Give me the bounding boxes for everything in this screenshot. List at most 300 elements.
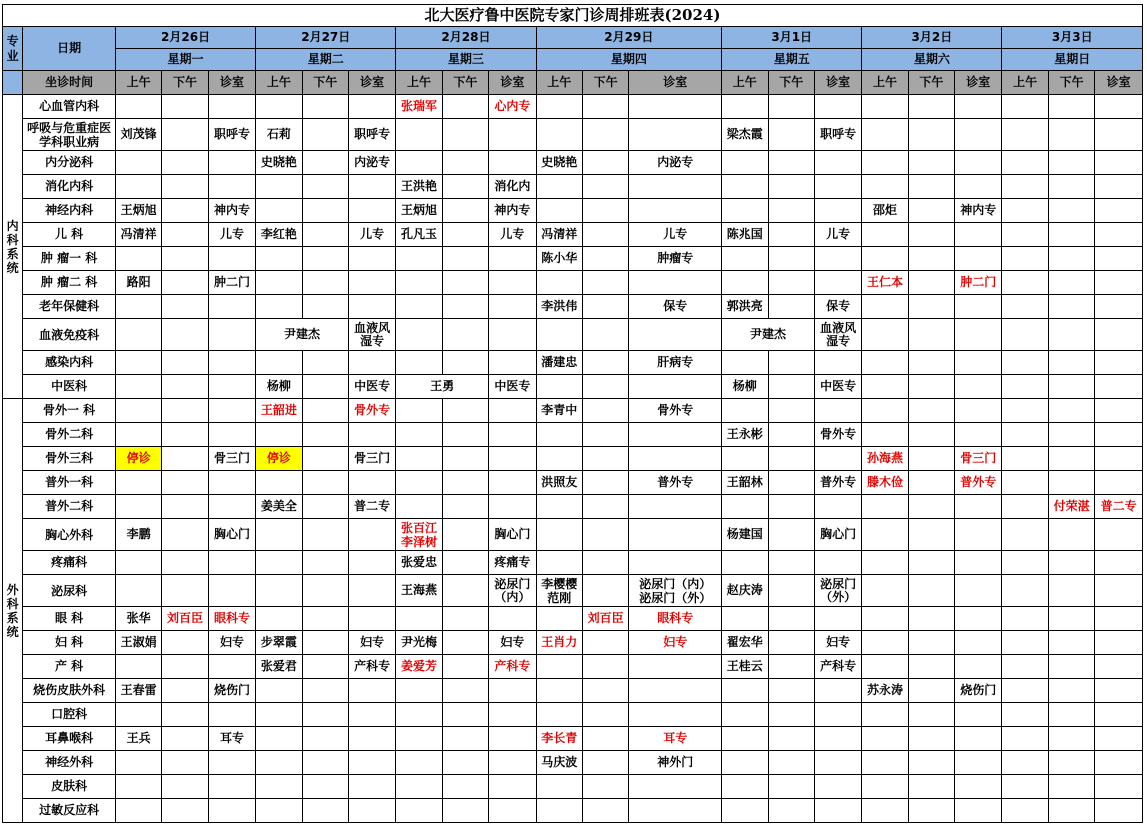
schedule-cell-pm [162,423,208,447]
department-name: 神经内科 [23,199,116,223]
schedule-cell-room [348,775,395,799]
schedule-cell-pm [302,799,348,823]
schedule-cell-am: 马庆波 [536,751,582,775]
schedule-cell-room [208,351,255,375]
schedule-cell-am [256,551,302,575]
schedule-cell-pm [582,295,628,319]
schedule-cell-pm [1048,471,1094,495]
schedule-cell-am: 步翠霞 [256,631,302,655]
slot-am-header: 上午 [1002,71,1048,95]
schedule-cell-room [1095,471,1143,495]
schedule-cell-pm [442,319,488,351]
table-row [3,151,1143,175]
schedule-cell-room: 儿专 [489,223,536,247]
schedule-cell-room [955,703,1002,727]
schedule-cell-am [536,655,582,679]
schedule-cell-am [115,351,161,375]
schedule-cell-room [489,447,536,471]
day-date-header: 2月26日 [115,27,255,49]
schedule-cell-room [489,351,536,375]
schedule-cell-pm [162,223,208,247]
schedule-cell-room [208,247,255,271]
schedule-cell-pm [908,799,954,823]
schedule-cell-pm [302,679,348,703]
department-name: 中医科 [23,375,116,399]
schedule-cell-pm [442,655,488,679]
schedule-cell-pm [162,271,208,295]
slot-am-header: 上午 [115,71,161,95]
schedule-cell-pm [582,775,628,799]
schedule-cell-pm [908,447,954,471]
schedule-cell-am [115,575,161,607]
department-name: 感染内科 [23,351,116,375]
schedule-cell-room: 儿专 [348,223,395,247]
schedule-cell-am: 张华 [115,607,161,631]
schedule-cell-pm [768,519,814,551]
schedule-cell-am [1002,775,1048,799]
schedule-cell-pm [908,223,954,247]
schedule-cell-pm [768,631,814,655]
table-row [3,319,1143,351]
schedule-cell-am [536,271,582,295]
department-name: 口腔科 [23,703,116,727]
schedule-cell-room: 眼科专 [629,607,722,631]
schedule-cell-am [1002,703,1048,727]
schedule-cell-am [1002,223,1048,247]
schedule-cell-am [396,775,442,799]
schedule-cell-room [955,495,1002,519]
schedule-cell-pm [162,295,208,319]
schedule-cell-am: 李洪伟 [536,295,582,319]
table-row [3,799,1143,823]
schedule-cell-am [862,575,908,607]
schedule-cell-pm [162,151,208,175]
schedule-cell-am [862,151,908,175]
slot-pm-header: 下午 [908,71,954,95]
schedule-cell-pm [442,751,488,775]
schedule-cell-am: 王仁本 [862,271,908,295]
schedule-cell-am [115,151,161,175]
schedule-cell-room [814,271,861,295]
schedule-cell-room [348,351,395,375]
schedule-cell-pm [768,679,814,703]
schedule-cell-am [862,551,908,575]
table-row [3,119,1143,151]
schedule-cell-room [208,495,255,519]
schedule-cell-room: 消化内 [489,175,536,199]
schedule-cell-am: 尹建杰 [256,319,349,351]
schedule-cell-pm [302,175,348,199]
schedule-cell-am [722,679,768,703]
schedule-cell-room [1095,375,1143,399]
schedule-cell-pm [302,551,348,575]
schedule-cell-pm [768,399,814,423]
schedule-cell-pm [908,351,954,375]
schedule-cell-pm [1048,175,1094,199]
schedule-cell-room [955,151,1002,175]
schedule-cell-room [955,399,1002,423]
schedule-cell-pm [442,351,488,375]
schedule-cell-room [629,375,722,399]
department-name: 呼吸与危重症医学科职业病 [23,119,116,151]
schedule-cell-pm [582,519,628,551]
schedule-cell-pm [1048,271,1094,295]
schedule-cell-room [1095,751,1143,775]
schedule-cell-am [1002,799,1048,823]
schedule-cell-room [814,751,861,775]
day-date-header: 2月27日 [256,27,396,49]
schedule-cell-pm [582,655,628,679]
schedule-cell-room: 神外门 [629,751,722,775]
day-weekday-header: 星期五 [722,49,862,71]
schedule-cell-room [955,175,1002,199]
schedule-cell-am: 翟宏华 [722,631,768,655]
schedule-cell-room [955,423,1002,447]
slot-pm-header: 下午 [1048,71,1094,95]
schedule-cell-pm [582,175,628,199]
schedule-cell-am [536,799,582,823]
schedule-cell-am [536,519,582,551]
schedule-cell-am: 张爱君 [256,655,302,679]
schedule-cell-room [208,655,255,679]
schedule-cell-pm [908,655,954,679]
schedule-cell-pm [1048,223,1094,247]
schedule-cell-room [489,423,536,447]
schedule-cell-am [722,727,768,751]
schedule-cell-pm [302,95,348,119]
system-internal-label: 内 科 系 统 [3,95,23,399]
schedule-cell-room: 普外专 [955,471,1002,495]
schedule-cell-room [629,575,722,607]
schedule-cell-pm [1048,95,1094,119]
schedule-cell-am [536,375,582,399]
table-row [3,375,1143,399]
schedule-cell-pm [582,575,628,607]
schedule-cell-am [722,175,768,199]
schedule-cell-room [489,119,536,151]
schedule-cell-pm [1048,199,1094,223]
schedule-cell-room: 职呼专 [208,119,255,151]
schedule-cell-am [536,551,582,575]
schedule-cell-pm [442,295,488,319]
schedule-cell-room: 烧伤门 [208,679,255,703]
schedule-cell-am [722,151,768,175]
slot-room-header: 诊室 [208,71,255,95]
schedule-cell-room [1095,775,1143,799]
schedule-cell-room [208,775,255,799]
schedule-cell-pm [908,703,954,727]
schedule-cell-room [348,295,395,319]
schedule-cell-am [1002,319,1048,351]
schedule-cell-am [1002,271,1048,295]
schedule-cell-pm [768,351,814,375]
schedule-cell-room [348,551,395,575]
schedule-cell-room: 耳专 [629,727,722,751]
cell-line: 李樱樱 [541,576,578,591]
schedule-cell-pm [582,119,628,151]
schedule-cell-room [1095,295,1143,319]
schedule-cell-am [862,295,908,319]
schedule-cell-pm [162,471,208,495]
table-row [3,703,1143,727]
schedule-cell-pm [162,727,208,751]
cell-line: 泌尿门（内） [639,576,712,591]
day-weekday-header: 星期一 [115,49,255,71]
schedule-cell-am [536,495,582,519]
schedule-cell-room [1095,607,1143,631]
schedule-cell-pm [582,423,628,447]
schedule-cell-am [256,679,302,703]
schedule-cell-room [348,471,395,495]
table-row [3,471,1143,495]
department-name: 老年保健科 [23,295,116,319]
schedule-cell-room: 骨外专 [814,423,861,447]
schedule-cell-am [536,119,582,151]
schedule-cell-am: 潘建忠 [536,351,582,375]
schedule-cell-pm: 付荣湛 [1048,495,1094,519]
schedule-cell-pm [908,607,954,631]
schedule-cell-pm [582,751,628,775]
schedule-cell-pm [162,679,208,703]
table-row [3,519,1143,551]
schedule-cell-pm [162,175,208,199]
schedule-cell-pm [1048,319,1094,351]
schedule-cell-pm [582,95,628,119]
table-row [3,495,1143,519]
schedule-cell-pm [1048,655,1094,679]
schedule-cell-room [489,775,536,799]
schedule-cell-am [396,295,442,319]
schedule-cell-am: 梁杰霞 [722,119,768,151]
department-name: 内分泌科 [23,151,116,175]
schedule-cell-am [256,799,302,823]
schedule-cell-am [1002,351,1048,375]
schedule-cell-pm [908,775,954,799]
slot-label: 坐诊时间 [23,71,116,95]
schedule-cell-pm [1048,775,1094,799]
schedule-cell-pm [442,775,488,799]
schedule-cell-room [955,655,1002,679]
schedule-cell-room [1095,151,1143,175]
schedule-cell-room [489,727,536,751]
schedule-cell-room: 骨三门 [955,447,1002,471]
schedule-cell-room [814,551,861,575]
schedule-cell-room: 骨三门 [348,447,395,471]
schedule-cell-am [396,727,442,751]
schedule-cell-pm [1048,551,1094,575]
schedule-cell-room: 中医专 [348,375,395,399]
schedule-cell-pm [1048,679,1094,703]
schedule-cell-pm [442,119,488,151]
schedule-cell-pm [1048,351,1094,375]
schedule-cell-pm [1048,151,1094,175]
slot-am-header: 上午 [256,71,302,95]
schedule-cell-am [115,471,161,495]
schedule-cell-room [955,519,1002,551]
schedule-cell-room: 神内专 [955,199,1002,223]
schedule-cell-pm [302,151,348,175]
schedule-cell-pm [162,119,208,151]
specialty-label: 专业 [6,33,19,63]
schedule-cell-am [862,775,908,799]
schedule-cell-pm: 刘百臣 [582,607,628,631]
department-name: 骨外三科 [23,447,116,471]
schedule-cell-am [256,607,302,631]
schedule-cell-am [256,95,302,119]
schedule-cell-pm [768,799,814,823]
schedule-cell-am [862,319,908,351]
schedule-cell-room [629,423,722,447]
schedule-cell-am [396,519,442,551]
schedule-cell-am: 王桂云 [722,655,768,679]
schedule-cell-pm [908,679,954,703]
schedule-cell-am [256,247,302,271]
schedule-cell-pm [582,399,628,423]
schedule-cell-pm [768,775,814,799]
schedule-cell-am [862,175,908,199]
schedule-cell-am [1002,151,1048,175]
schedule-cell-am: 郭洪亮 [722,295,768,319]
schedule-cell-room [814,495,861,519]
schedule-cell-pm [442,271,488,295]
schedule-cell-pm [162,775,208,799]
schedule-cell-pm [768,751,814,775]
schedule-cell-am [536,607,582,631]
schedule-cell-room [1095,223,1143,247]
schedule-cell-room [208,799,255,823]
schedule-cell-am: 孙海燕 [862,447,908,471]
schedule-cell-am [536,175,582,199]
schedule-cell-room [348,799,395,823]
schedule-cell-room [955,351,1002,375]
schedule-cell-am [256,727,302,751]
schedule-cell-room [629,519,722,551]
schedule-cell-pm [442,727,488,751]
schedule-cell-room [1095,703,1143,727]
schedule-cell-room [489,607,536,631]
schedule-cell-am [115,655,161,679]
schedule-table [2,4,1143,823]
schedule-cell-room: 胸心门 [814,519,861,551]
schedule-cell-pm: 刘百臣 [162,607,208,631]
schedule-cell-pm [908,199,954,223]
schedule-cell-am [1002,95,1048,119]
schedule-cell-pm [302,655,348,679]
schedule-cell-room [955,631,1002,655]
slot-pm-header: 下午 [582,71,628,95]
table-row [3,271,1143,295]
schedule-cell-pm [302,751,348,775]
schedule-cell-pm [302,295,348,319]
schedule-cell-pm [582,223,628,247]
schedule-cell-room: 妇专 [814,631,861,655]
schedule-cell-am: 王淑娟 [115,631,161,655]
schedule-cell-room [814,199,861,223]
schedule-cell-room [208,95,255,119]
schedule-cell-am [536,775,582,799]
schedule-cell-room [208,375,255,399]
schedule-cell-room [955,375,1002,399]
schedule-cell-am: 李青中 [536,399,582,423]
day-date-header: 3月1日 [722,27,862,49]
schedule-cell-pm [442,703,488,727]
schedule-cell-am [862,703,908,727]
schedule-cell-am [115,703,161,727]
schedule-cell-am [722,751,768,775]
schedule-cell-am: 李鹏 [115,519,161,551]
schedule-cell-room [208,319,255,351]
schedule-cell-pm [908,575,954,607]
schedule-cell-pm [768,151,814,175]
table-row [3,247,1143,271]
schedule-cell-am [256,775,302,799]
schedule-cell-room [489,679,536,703]
schedule-cell-pm [582,199,628,223]
schedule-cell-am [722,95,768,119]
schedule-cell-am [1002,751,1048,775]
slot-room-header: 诊室 [489,71,536,95]
schedule-cell-am [1002,575,1048,607]
schedule-cell-room: 妇专 [348,631,395,655]
schedule-cell-pm [1048,703,1094,727]
schedule-cell-am: 姜美全 [256,495,302,519]
schedule-cell-pm [162,375,208,399]
table-row [3,655,1143,679]
schedule-cell-pm [162,495,208,519]
department-name: 产 科 [23,655,116,679]
schedule-cell-am [722,703,768,727]
schedule-cell-pm [768,423,814,447]
schedule-cell-am: 王洪艳 [396,175,442,199]
department-name: 普外二科 [23,495,116,519]
schedule-cell-pm [582,703,628,727]
schedule-cell-room [208,751,255,775]
schedule-cell-pm [302,119,348,151]
schedule-cell-room: 产科专 [348,655,395,679]
schedule-cell-pm [162,751,208,775]
schedule-cell-room: 普二专 [348,495,395,519]
schedule-cell-room: 心内专 [489,95,536,119]
table-row [3,751,1143,775]
schedule-cell-room [208,423,255,447]
schedule-cell-am [115,175,161,199]
schedule-cell-room: 骨外专 [348,399,395,423]
schedule-cell-room: 儿专 [814,223,861,247]
schedule-cell-room [1095,423,1143,447]
slot-am-header: 上午 [536,71,582,95]
department-name: 骨外一 科 [23,399,116,423]
schedule-cell-pm [162,399,208,423]
schedule-cell-am [722,271,768,295]
schedule-cell-am [115,399,161,423]
schedule-cell-room [1095,271,1143,295]
schedule-cell-pm [1048,247,1094,271]
schedule-cell-pm [162,247,208,271]
schedule-cell-am [115,319,161,351]
schedule-cell-am: 赵庆涛 [722,575,768,607]
schedule-cell-am: 苏永涛 [862,679,908,703]
schedule-cell-room: 普外专 [629,471,722,495]
schedule-cell-room [208,151,255,175]
schedule-cell-pm [162,447,208,471]
schedule-cell-pm [442,607,488,631]
schedule-cell-room [955,551,1002,575]
schedule-cell-am [1002,631,1048,655]
schedule-cell-am [396,703,442,727]
schedule-cell-am [722,799,768,823]
schedule-cell-pm [162,703,208,727]
schedule-cell-room: 骨外专 [629,399,722,423]
